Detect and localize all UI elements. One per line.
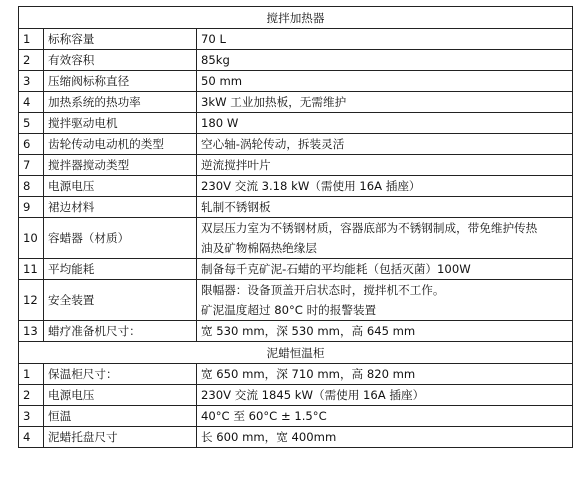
parameter-value [197,176,573,197]
parameter-name: 压缩阀标称直径 [44,71,197,92]
parameter-value [197,29,573,50]
row-number: 3 [19,71,44,92]
value-line: 50 mm [201,74,243,88]
parameter-name: 电源电压 [44,176,197,197]
value-line: 长 600 mm，宽 400mm [201,430,337,444]
table-row [19,218,573,259]
table-row [19,259,573,280]
parameter-value [197,113,573,134]
parameter-value [197,134,573,155]
parameter-value [197,280,573,321]
row-number: 7 [19,155,44,176]
table-row [19,364,573,385]
table-row [19,29,573,50]
table-row [19,385,573,406]
row-number: 8 [19,176,44,197]
row-number: 5 [19,113,44,134]
value-line: 70 L [201,32,226,46]
parameter-value [197,259,573,280]
parameter-name: 保温柜尺寸： [44,364,197,385]
parameter-name: 蜡疗准备机尺寸： [44,321,197,342]
parameter-name: 齿轮传动电动机的类型 [44,134,197,155]
parameter-name: 平均能耗 [44,259,197,280]
row-number: 4 [19,92,44,113]
table-row [19,321,573,342]
row-number: 11 [19,259,44,280]
value-line: 85kg [201,53,230,67]
parameter-value [197,218,573,259]
value-line: 逆流搅拌叶片 [201,158,271,172]
parameter-value [197,155,573,176]
parameter-name: 恒温 [44,406,197,427]
spec-table-body [19,7,573,448]
row-number: 9 [19,197,44,218]
value-line: 230V 交流 1845 kW（需使用 16A 插座） [201,388,425,402]
row-number: 2 [19,385,44,406]
table-row [19,155,573,176]
table-row [19,427,573,448]
table-row [19,406,573,427]
parameter-name: 安全装置 [44,280,197,321]
parameter-value [197,406,573,427]
row-number: 2 [19,50,44,71]
parameter-name: 裙边材料 [44,197,197,218]
parameter-name: 电源电压 [44,385,197,406]
parameter-value [197,71,573,92]
value-line: 制备每千克矿泥-石蜡的平均能耗（包括灭菌）100W [201,262,471,276]
value-line: 宽 530 mm，深 530 mm，高 645 mm [201,324,416,338]
row-number: 3 [19,406,44,427]
section-title: 搅拌加热器 [19,7,573,29]
table-row [19,92,573,113]
section-header-row [19,7,573,29]
table-row [19,50,573,71]
row-number: 10 [19,218,44,259]
value-line: 双层压力室为不锈钢材质，容器底部为不锈钢制成，带免维护传热 [201,221,538,235]
parameter-name: 有效容积 [44,50,197,71]
parameter-name: 标称容量 [44,29,197,50]
value-line: 矿泥温度超过 80°C 时的报警装置 [201,303,377,317]
section-title: 泥蜡恒温柜 [19,342,573,364]
value-line: 宽 650 mm，深 710 mm，高 820 mm [201,367,416,381]
value-line: 230V 交流 3.18 kW（需使用 16A 插座） [201,179,421,193]
value-line: 空心轴-涡轮传动，拆装灵活 [201,137,345,151]
parameter-name: 容蜡器（材质） [44,218,197,259]
row-number: 13 [19,321,44,342]
row-number: 6 [19,134,44,155]
table-row [19,71,573,92]
table-row [19,113,573,134]
row-number: 12 [19,280,44,321]
parameter-value [197,385,573,406]
section-header-row [19,342,573,364]
table-row [19,134,573,155]
value-line: 限幅器：设备顶盖开启状态时，搅拌机不工作。 [201,283,445,297]
parameter-name: 泥蜡托盘尺寸 [44,427,197,448]
parameter-value [197,50,573,71]
spec-table [18,6,573,448]
parameter-value [197,92,573,113]
table-row [19,197,573,218]
parameter-value [197,427,573,448]
row-number: 1 [19,29,44,50]
table-row [19,176,573,197]
parameter-value [197,364,573,385]
value-line: 油及矿物棉隔热绝缘层 [201,241,317,255]
row-number: 1 [19,364,44,385]
parameter-name: 加热系统的热功率 [44,92,197,113]
value-line: 40°C 至 60°C ± 1.5°C [201,409,327,423]
value-line: 180 W [201,116,239,130]
parameter-value [197,321,573,342]
value-line: 轧制不锈钢板 [201,200,271,214]
row-number: 4 [19,427,44,448]
parameter-name: 搅拌器搅动类型 [44,155,197,176]
parameter-name: 搅拌驱动电机 [44,113,197,134]
parameter-value [197,197,573,218]
value-line: 3kW 工业加热板，无需维护 [201,95,347,109]
table-row [19,280,573,321]
